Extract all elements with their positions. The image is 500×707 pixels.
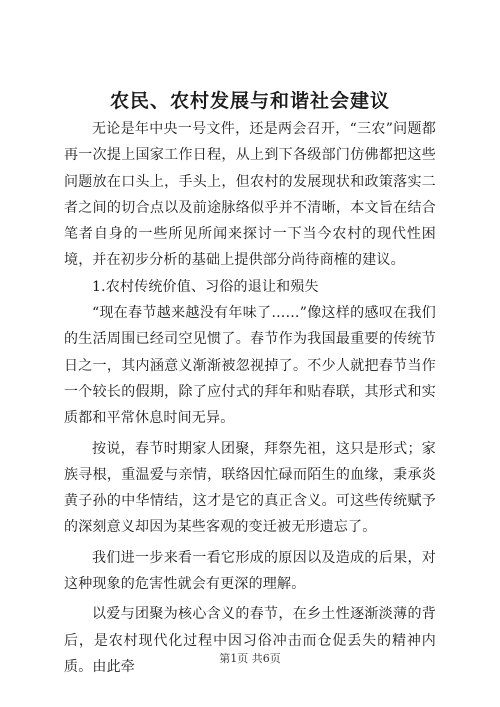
document-body xyxy=(64,116,436,680)
paragraph-meaning: 按说，春节时期家人团聚，拜祭先祖，这只是形式；家族寻根，重温爱与亲情，联络因忙碌而陌生的血缘，秉承炎黄子孙的中华情结，这才是它的真正含义。可这些传统赋予的深刻意义却因为某些客观的变迁被无形遗忘了。 xyxy=(64,440,436,536)
paragraph-intro: 无论是年中央一号文件，还是两会召开，“三农”问题都再一次提上国家工作日程，从上到下各级部门仿佛都把这些问题放在口头上，手头上，但农村的发展现状和政策落实二者之间的切合点以及前途脉络似乎并不清晰，本文旨在结合笔者自身的一些所见所闻来探讨一下当今农村的现代性困境，并在初步分析的基础上提供部分尚待商榷的建议。 xyxy=(64,121,436,269)
paragraph-spring-festival: “现在春节越来越没有年味了……”像这样的感叹在我们的生活周围已经司空见惯了。春节作为我国最重要的传统节日之一，其内涵意义渐渐被忽视掉了。不少人就把春节当作一个较长的假期，除了应付式的拜年和贴春联，其形式和实质都和平常休息时间无异。 xyxy=(64,305,436,427)
document-title: 农民、农村发展与和谐社会建议 xyxy=(109,90,390,112)
page-footer: 第1页 共6页 xyxy=(219,652,281,665)
section-heading: 1.农村传统价值、习俗的退让和殒失 xyxy=(92,278,319,295)
paragraph-core: 以爱与团聚为核心含义的春节，在乡土性逐渐淡薄的背后，是农村现代化过程中因习俗冲击而仓促丢失的精神内质。由此牵 xyxy=(64,606,436,675)
paragraph-causes: 我们进一步来看一看它形成的原因以及造成的后果，对这种现象的危害性就会有更深的理解。 xyxy=(64,549,436,593)
